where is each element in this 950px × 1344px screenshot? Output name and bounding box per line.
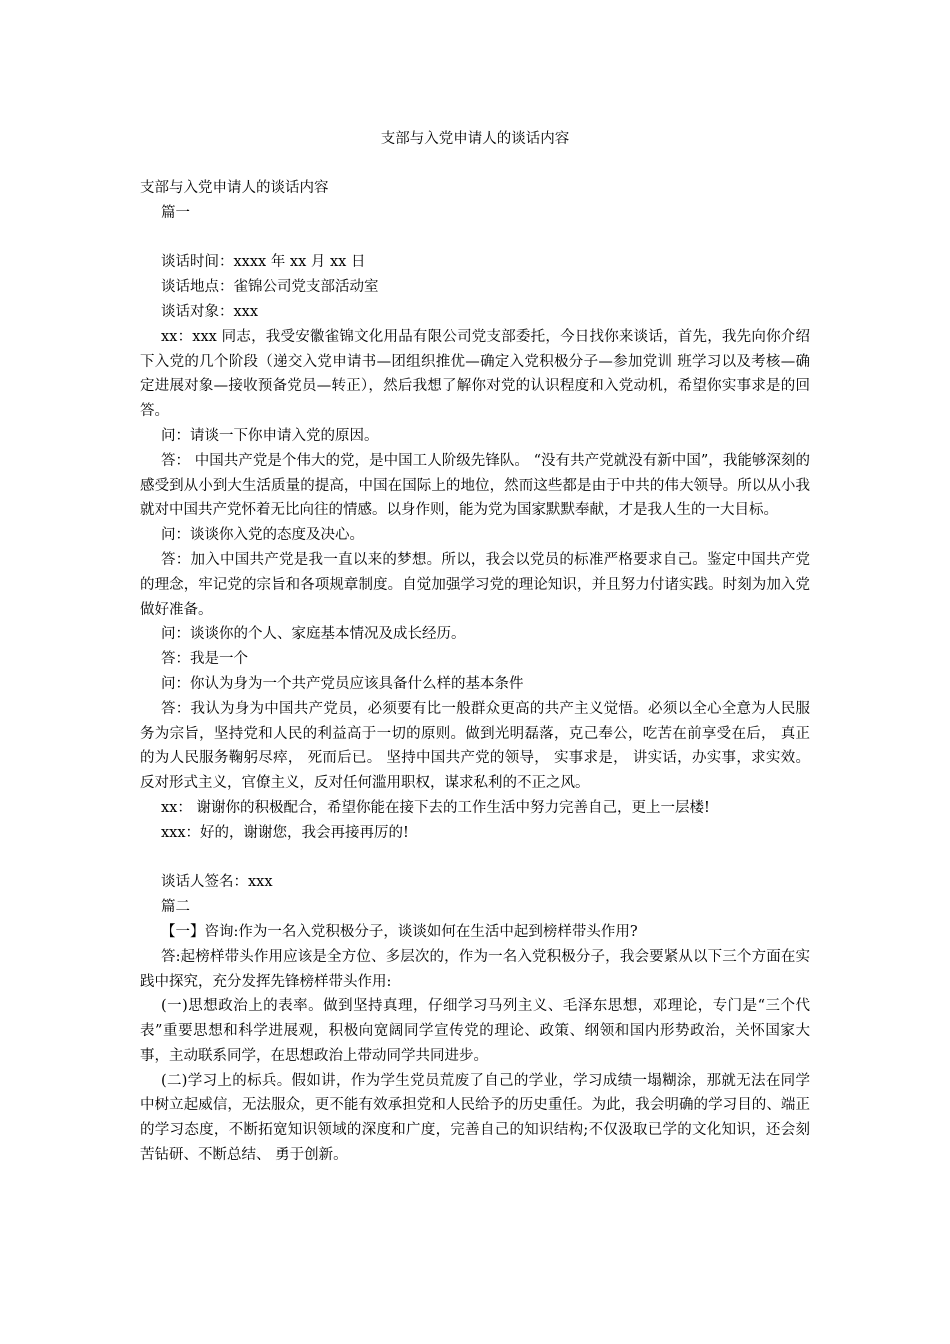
paragraph: 答：我认为身为中国共产党员，必须要有比一般群众更高的共产主义觉悟。必须以全心全意为人民服务为宗旨，坚持党和人民的利益高于一切的原则。做到光明磊落，克己奉公，吃苦在前享受在后， 真正的为人民服务鞠躬尽瘁， 死而后已。 坚持中国共产党的领导， 实事求是， 讲实话，办实事，求实效。反对形式主义，官僚主义，反对任何滥用职权，谋求私利的不正之风。 [140,700,810,792]
paragraph: 支部与入党申请人的谈话内容 [140,180,329,196]
paragraph: 问：谈谈你入党的态度及决心。 [161,527,364,544]
paragraph: (一)思想政治上的表率。做到坚持真理，仔细学习马列主义、毛泽东思想，邓理论，专门是“三个代表”重要思想和科学进展观，积极向宽阔同学宣传党的理论、政策、纲领和国内形势政治，关怀国家大事，主动联系同学，在思想政治上带动同学共同进步。 [140,998,810,1064]
paragraph: 【一】咨询:作为一名入党积极分子，谈谈如何在生活中起到榜样带头作用? [161,923,638,940]
blank-line [140,226,810,251]
paragraph: 问：你认为身为一个共产党员应该具备什么样的基本条件 [161,675,524,692]
paragraph: 答：我是一个 [161,651,248,668]
paragraph: xx：xxx 同志，我受安徽雀锦文化用品有限公司党支部委托，今日找你来谈话，首先，我先向你介绍下入党的几个阶段（递交入党申请书—团组织推优—确定入党积极分子—参加党训 班学习以及考核—确定进展对象—接收预备党员—转正），然后我想了解你对党的认识程度和入党动机，希望你实事求是的回答。 [140,328,810,420]
document-body [140,176,810,1168]
blank-line [140,846,810,871]
paragraph: 谈话对象：xxx [161,303,259,320]
paragraph: 谈话地点：雀锦公司党支部活动室 [161,279,379,296]
paragraph: 谈话时间：xxxx 年 xx 月 xx 日 [161,254,366,271]
page-title: 支部与入党申请人的谈话内容 [380,131,570,147]
paragraph: 答： 中国共产党是个伟大的党，是中国工人阶级先锋队。 “没有共产党就没有新中国”，我能够深刻的感受到从小到大生活质量的提高，中国在国际上的地位，然而这些都是由于中共的伟大领导。所以从小我就对中国共产党怀着无比向往的情感。以身作则，能为党为国家默默奉献，才是我人生的一大目标。 [140,452,810,519]
paragraph: 答:起榜样带头作用应该是全方位、多层次的，作为一名入党积极分子，我会要紧从以下三个方面在实践中探究，充分发挥先锋榜样带头作用: [140,948,810,990]
paragraph: 篇一 [161,204,190,221]
paragraph: 问：谈谈你的个人、家庭基本情况及成长经历。 [161,626,466,643]
paragraph: 答：加入中国共产党是我一直以来的梦想。所以，我会以党员的标准严格要求自己。鉴定中国共产党的理念，牢记党的宗旨和各项规章制度。自觉加强学习党的理论知识，并且努力付诸实践。时刻为加入党做好准备。 [140,551,810,618]
paragraph: 篇二 [161,899,190,916]
paragraph: 问：请谈一下你申请入党的原因。 [161,427,379,444]
paragraph: xxx：好的，谢谢您，我会再接再厉的! [161,824,409,841]
paragraph: 谈话人签名：xxx [161,874,273,891]
paragraph: xx： 谢谢你的积极配合，希望你能在接下去的工作生活中努力完善自己，更上一层楼! [161,799,710,816]
paragraph: (二)学习上的标兵。假如讲，作为学生党员荒废了自己的学业，学习成绩一塌糊涂，那就无法在同学中树立起威信，无法服众，更不能有效承担党和人民给予的历史重任。为此，我会明确的学习目的、端正的学习态度，不断拓宽知识领域的深度和广度，完善自己的知识结构;不仅汲取已学的文化知识，还会刻苦钻研、不断总结、 勇于创新。 [140,1072,810,1164]
